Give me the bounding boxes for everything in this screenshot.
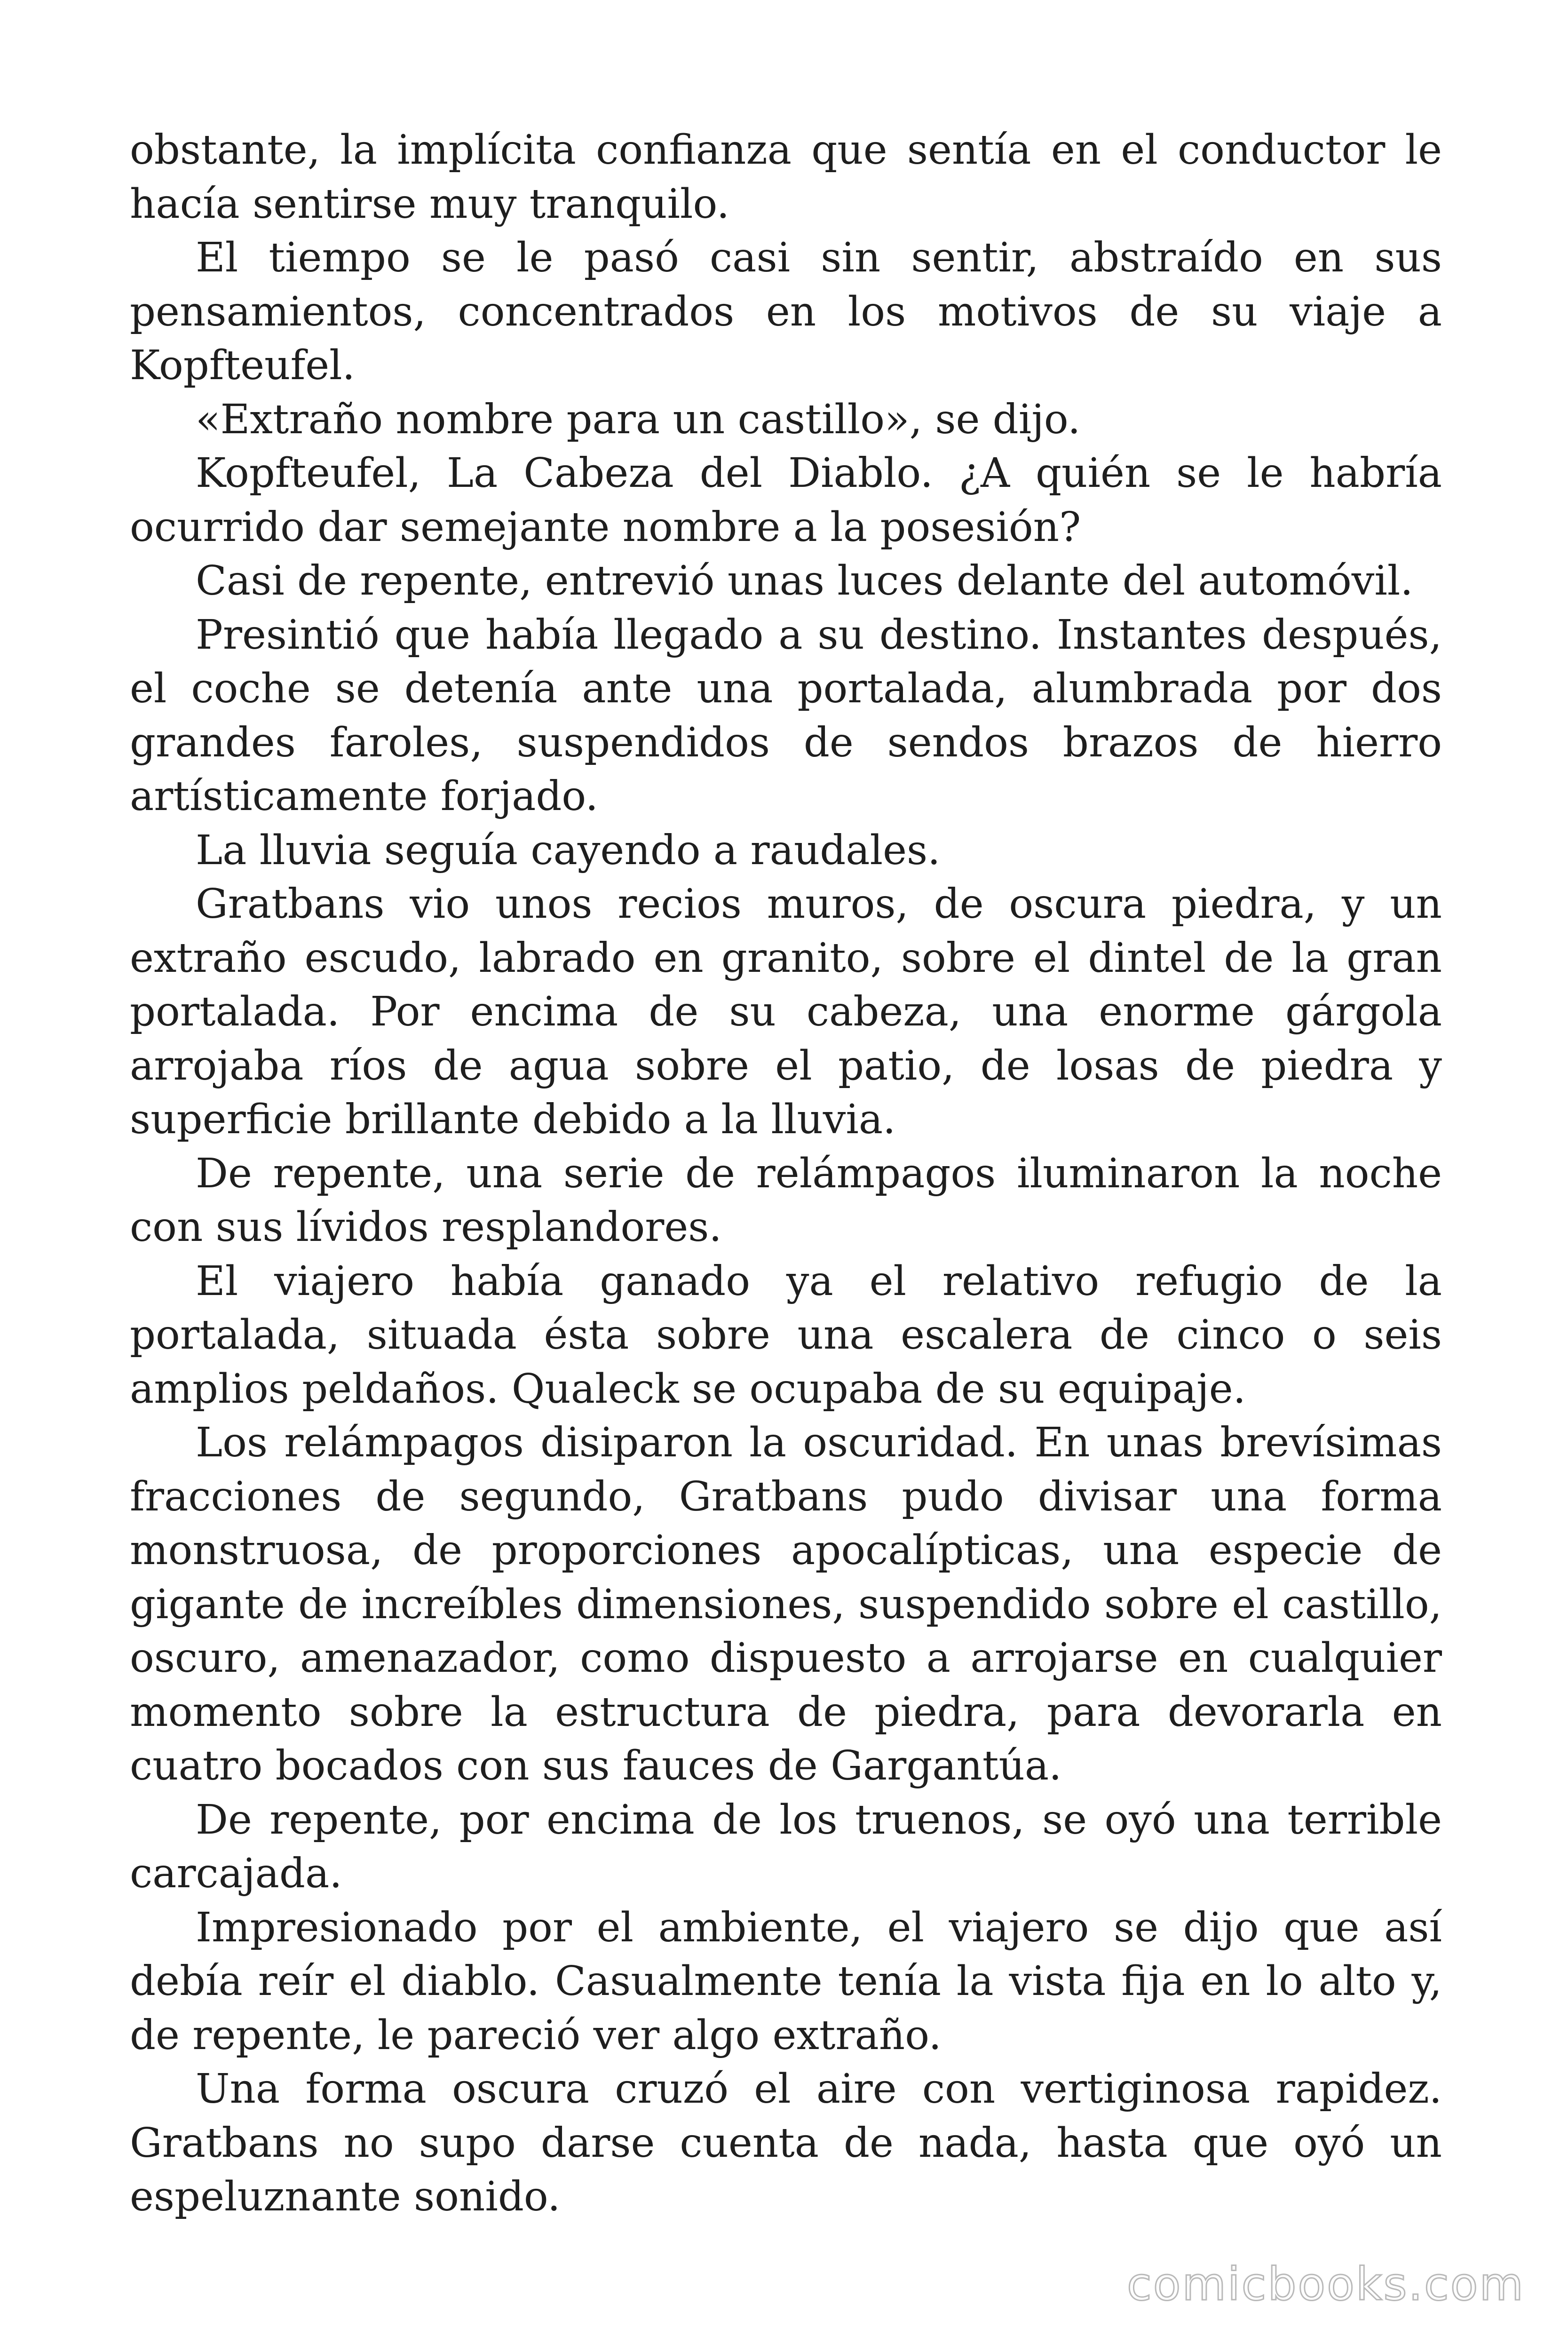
paragraph: «Extraño nombre para un castillo», se dijo. — [196, 396, 1081, 443]
paragraph: Gratbans vio unos recios muros, de oscura piedra, y un extraño escudo, labrado en granito, sobre el dintel de la gran portalada. Por encima de su cabeza, una enorme gárgola arrojaba ríos de agua sobre el patio, de losas de piedra y superficie brillante debido a la lluvia. — [130, 881, 1442, 1143]
paragraph: Los relámpagos disiparon la oscuridad. En unas brevísimas fracciones de segundo, Gratbans pudo divisar una forma monstruosa, de proporciones apocalípticas, una especie de gigante de increíbles dimensiones, suspendido sobre el castillo, oscuro, amenazador, como dispuesto a arrojarse en cualquier momento sobre la estructura de piedra, para devorarla en cuatro bocados con sus fauces de Gargantúa. — [130, 1419, 1442, 1789]
paragraph: obstante, la implícita confianza que sentía en el conductor le hacía sentirse muy tranquilo. — [130, 127, 1442, 228]
body-text — [130, 123, 1442, 2224]
watermark: comicbooks.com — [1126, 2258, 1525, 2311]
paragraph: Impresionado por el ambiente, el viajero se dijo que así debía reír el diablo. Casualmente tenía la vista fija en lo alto y, de repente, le pareció ver algo extraño. — [130, 1904, 1442, 2059]
paragraph: De repente, por encima de los truenos, se oyó una terrible carcajada. — [130, 1796, 1442, 1897]
paragraph: Una forma oscura cruzó el aire con vertiginosa rapidez. Gratbans no supo darse cuenta de nada, hasta que oyó un espeluznante sonido. — [130, 2066, 1442, 2220]
paragraph: Presintió que había llegado a su destino. Instantes después, el coche se detenía ante una portalada, alumbrada por dos grandes faroles, suspendidos de sendos brazos de hierro artísticamente forjado. — [130, 611, 1442, 820]
paragraph: La lluvia seguía cayendo a raudales. — [196, 826, 941, 874]
paragraph: El tiempo se le pasó casi sin sentir, abstraído en sus pensamientos, concentrados en los motivos de su viaje a Kopfteufel. — [130, 234, 1442, 389]
paragraph: Casi de repente, entrevió unas luces delante del automóvil. — [196, 557, 1413, 604]
paragraph: Kopfteufel, La Cabeza del Diablo. ¿A quién se le habría ocurrido dar semejante nombre a la posesión? — [130, 450, 1442, 551]
paragraph: El viajero había ganado ya el relativo refugio de la portalada, situada ésta sobre una escalera de cinco o seis amplios peldaños. Qualeck se ocupaba de su equipaje. — [130, 1257, 1442, 1413]
paragraph: De repente, una serie de relámpagos iluminaron la noche con sus lívidos resplandores. — [130, 1150, 1442, 1251]
